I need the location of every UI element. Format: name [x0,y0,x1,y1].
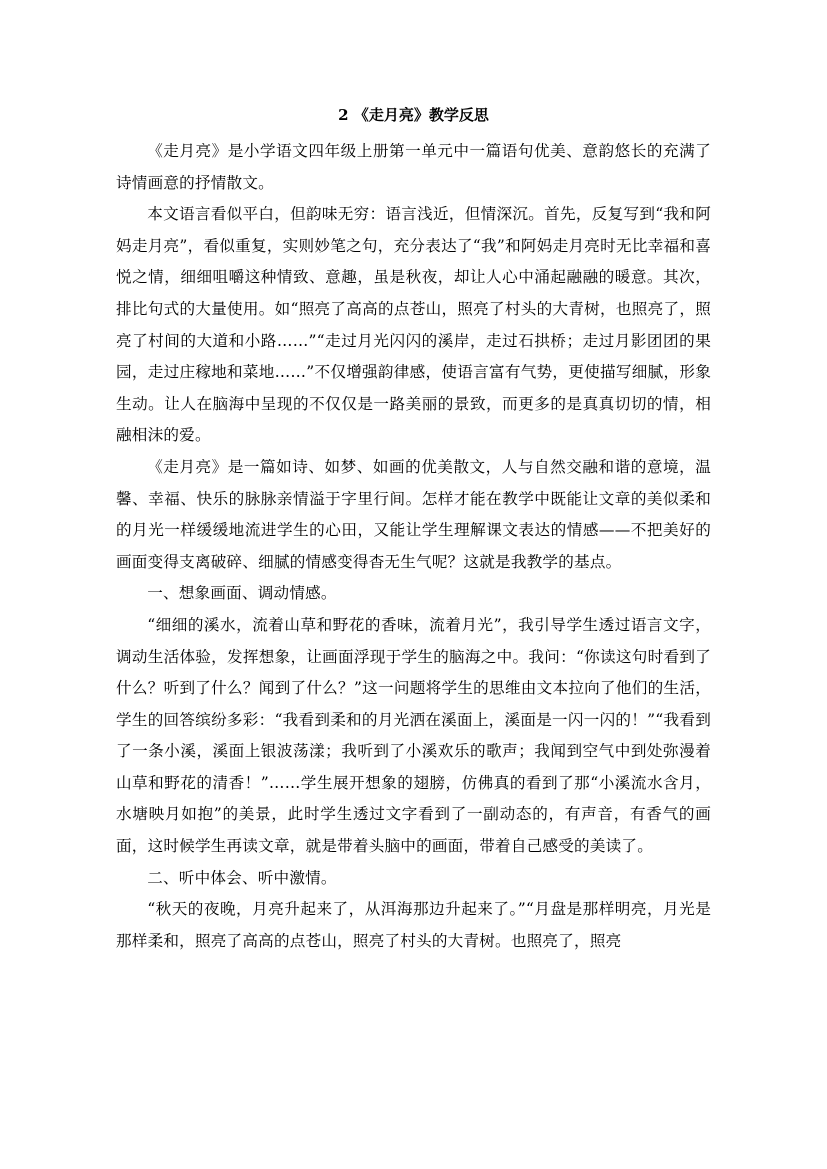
paragraph-imagination: “细细的溪水，流着山草和野花的香味，流着月光”，我引导学生透过语言文字，调动生活体验，发挥想象，让画面浮现于学生的脑海之中。我问：“你读这句时看到了什么？听到了什么？闻到了什么？”这一问题将学生的思维由文本拉向了他们的生活，学生的回答缤纷多彩：“我看到柔和的月光洒在溪面上，溪面是一闪一闪的！”“我看到了一条小溪，溪面上银波荡漾；我听到了小溪欢乐的歌声；我闻到空气中到处弥漫着山草和野花的清香！”……学生展开想象的翅膀，仿佛真的看到了那“小溪流水含月，水塘映月如抱”的美景，此时学生透过文字看到了一副动态的，有声音，有香气的画面，这时候学生再读文章，就是带着头脑中的画面，带着自己感受的美读了。 [116,615,711,856]
section-heading-1: 一、想象画面、调动情感。 [147,584,337,603]
paragraph-intro: 《走月亮》是小学语文四年级上册第一单元中一篇语句优美、意韵悠长的充满了诗情画意的抒情散文。 [116,142,711,192]
paragraph-language-analysis: 本文语言看似平白，但韵味无穷：语言浅近，但情深沉。首先，反复写到“我和阿妈走月亮”，看似重复，实则妙笔之句，充分表达了“我”和阿妈走月亮时无比幸福和喜悦之情，细细咀嚼这种情致、意趣，虽是秋夜，却让人心中涌起融融的暖意。其次，排比句式的大量使用。如“照亮了高高的点苍山，照亮了村头的大青树，也照亮了，照亮了村间的大道和小路……”“走过月光闪闪的溪岸，走过石拱桥；走过月影团团的果园，走过庄稼地和菜地……”不仅增强韵律感，使语言富有气势，更使描写细腻，形象生动。让人在脑海中呈现的不仅仅是一路美丽的景致，而更多的是真真切切的情，相融相沫的爱。 [116,205,711,445]
section-heading-2: 二、听中体会、听中激情。 [147,868,337,887]
document-title: 2 《走月亮》教学反思 [338,106,489,124]
paragraph-teaching-basis: 《走月亮》是一篇如诗、如梦、如画的优美散文，人与自然交融和谐的意境，温馨、幸福、快乐的脉脉亲情溢于字里行间。怎样才能在教学中既能让文章的美似柔和的月光一样缓缓地流进学生的心田，又能让学生理解课文表达的情感——不把美好的画面变得支离破碎、细腻的情感变得杳无生气呢？这就是我教学的基点。 [116,457,711,571]
paragraph-listening: “秋天的夜晚，月亮升起来了，从洱海那边升起来了。”“月盘是那样明亮，月光是那样柔和，照亮了高高的点苍山，照亮了村头的大青树。也照亮了，照亮 [116,900,711,950]
